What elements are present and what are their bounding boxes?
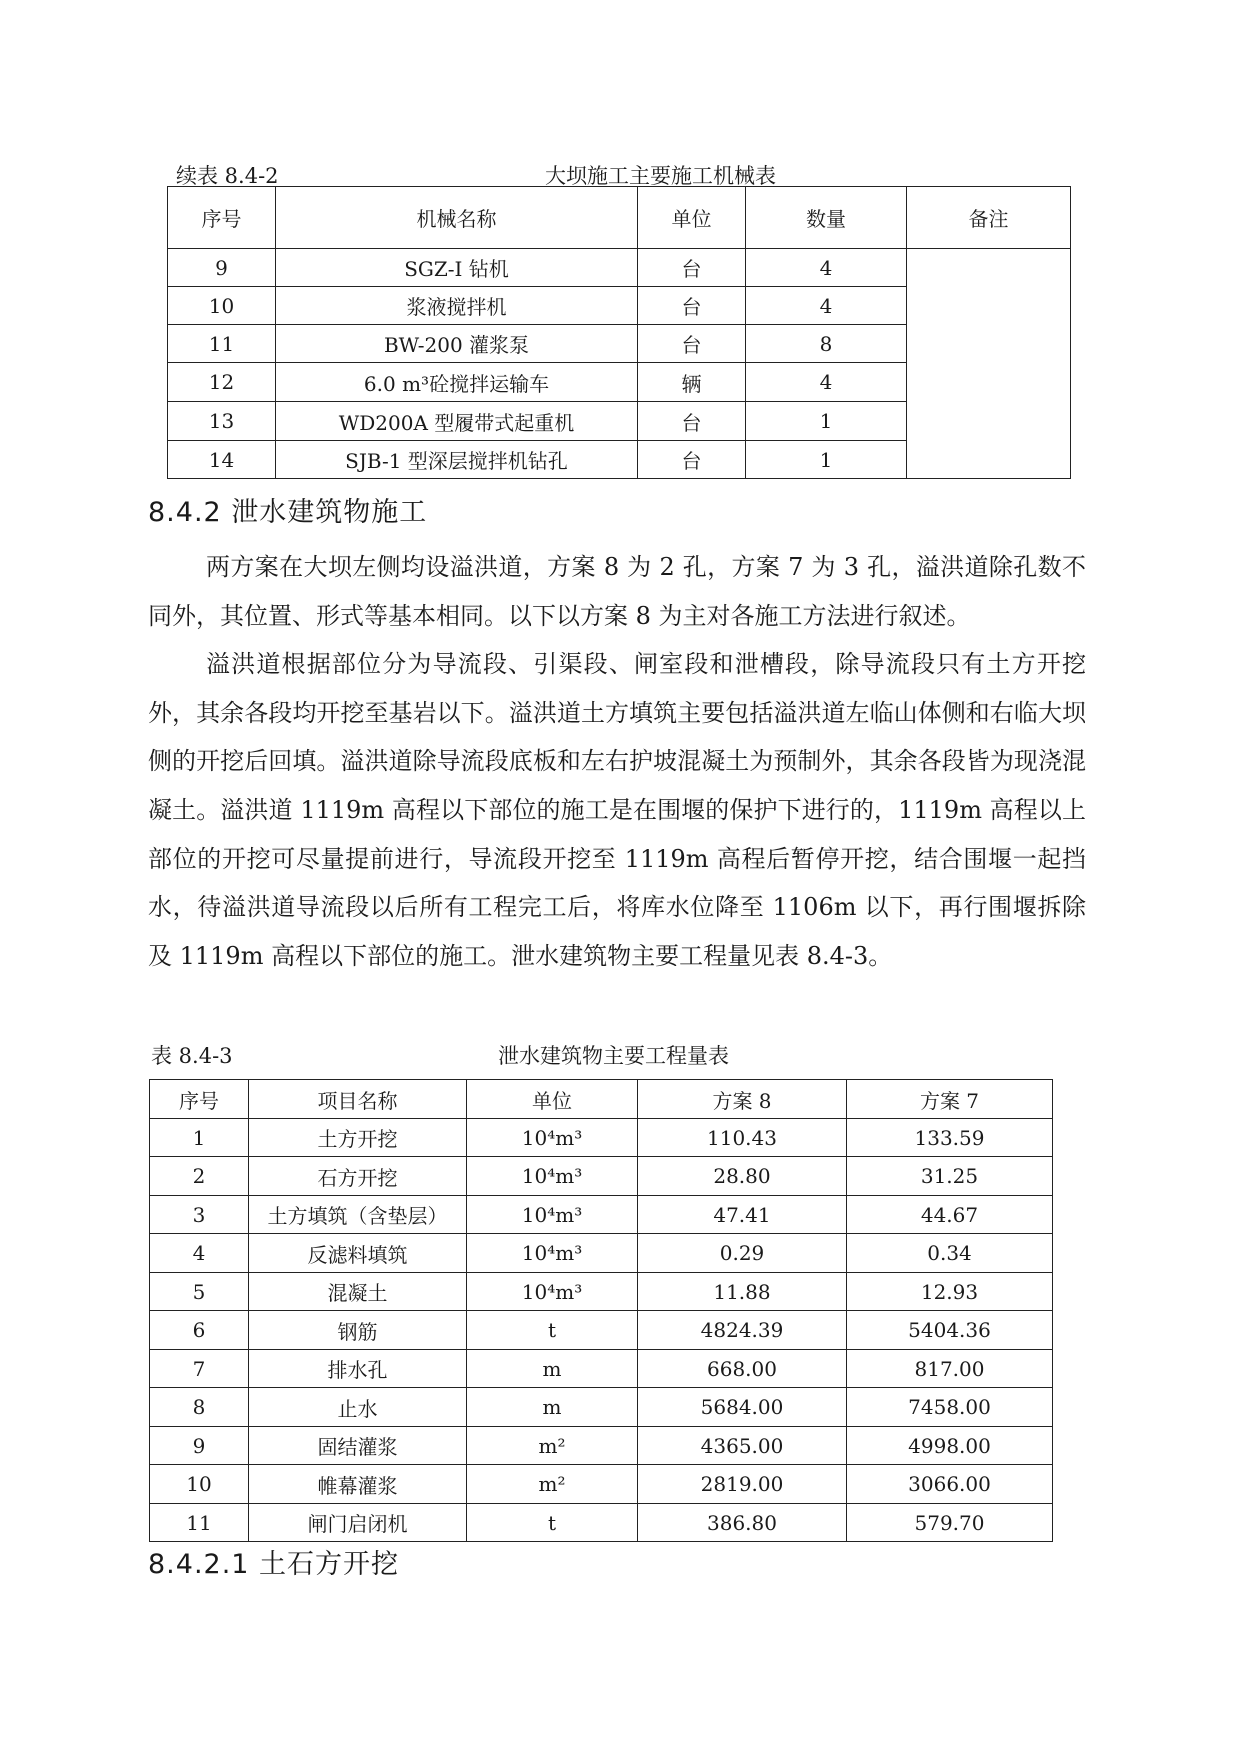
table-cell: 浆液搅拌机 [276, 287, 638, 325]
table-cell: 8 [746, 325, 907, 363]
subsection-heading: 8.4.2.1 土石方开挖 [148, 1549, 400, 1580]
table-cell: BW-200 灌浆泵 [276, 325, 638, 363]
table-cell: 混凝土 [249, 1273, 467, 1311]
table-row [150, 1388, 1053, 1427]
table2-caption-number: 表 8.4-3 [151, 1044, 233, 1068]
table-cell: 0.29 [638, 1234, 847, 1273]
table-cell: 3066.00 [847, 1465, 1053, 1504]
table-cell: 台 [638, 325, 746, 363]
table-cell: 8 [150, 1388, 249, 1427]
header-cell: 序号 [168, 187, 276, 249]
table-cell: 4998.00 [847, 1427, 1053, 1465]
table-cell: 7458.00 [847, 1388, 1053, 1427]
table-cell: 11 [168, 325, 276, 363]
table-row [150, 1465, 1053, 1504]
table-cell: 4 [746, 287, 907, 325]
table-cell: 台 [638, 249, 746, 287]
table-header-row [150, 1080, 1053, 1119]
table-cell: 5404.36 [847, 1311, 1053, 1350]
machinery-table [167, 186, 1071, 479]
header-cell: 序号 [150, 1080, 249, 1119]
table-cell: 止水 [249, 1388, 467, 1427]
paragraph: 溢洪道根据部位分为导流段、引渠段、闸室段和泄槽段，除导流段只有土方开挖外，其余各段均开挖至基岩以下。溢洪道土方填筑主要包括溢洪道左临山体侧和右临大坝侧的开挖后回填。溢洪道除导流段底板和左右护坡混凝土为预制外，其余各段皆为现浇混凝土。溢洪道 1119m 高程以下部位的施工是在围堰的保护下进行的，1119m 高程以上部位的开挖可尽量提前进行，导流段开挖至 1119m 高程后暂停开挖，结合围堰一起挡水，待溢洪道导流段以后所有工程完工后，将库水位降至 1106m 以下，再行围堰拆除及 1119m 高程以下部位的施工。泄水建筑物主要工程量见表 8.4-3。 [148, 650, 1086, 970]
table-row [150, 1157, 1053, 1196]
table-cell: 10⁴m³ [467, 1157, 638, 1196]
table-cell: 579.70 [847, 1504, 1053, 1542]
table-row [150, 1311, 1053, 1350]
table-cell: 闸门启闭机 [249, 1504, 467, 1542]
table-cell: 反滤料填筑 [249, 1234, 467, 1273]
table-cell: WD200A 型履带式起重机 [276, 402, 638, 441]
table-cell: 668.00 [638, 1350, 847, 1388]
table-row [150, 1504, 1053, 1542]
table-cell: 10⁴m³ [467, 1234, 638, 1273]
table-cell: 2 [150, 1157, 249, 1196]
table-cell: 帷幕灌浆 [249, 1465, 467, 1504]
header-cell: 单位 [638, 187, 746, 249]
table-cell: 10⁴m³ [467, 1196, 638, 1234]
table-cell: 1 [150, 1119, 249, 1157]
table-cell: 2819.00 [638, 1465, 847, 1504]
table-cell: 钢筋 [249, 1311, 467, 1350]
header-cell: 机械名称 [276, 187, 638, 249]
table-cell: 12.93 [847, 1273, 1053, 1311]
table-cell: 9 [168, 249, 276, 287]
table-cell: 石方开挖 [249, 1157, 467, 1196]
header-cell: 项目名称 [249, 1080, 467, 1119]
table-cell: 110.43 [638, 1119, 847, 1157]
table-header-row [168, 187, 1071, 249]
table-cell: 1 [746, 402, 907, 441]
table-cell: 4 [746, 363, 907, 402]
table-cell: 0.34 [847, 1234, 1053, 1273]
table-cell: 11.88 [638, 1273, 847, 1311]
remarks-cell [907, 249, 1071, 479]
header-cell: 备注 [907, 187, 1071, 249]
table-cell: 5684.00 [638, 1388, 847, 1427]
table-cell: 4 [746, 249, 907, 287]
table-cell: 固结灌浆 [249, 1427, 467, 1465]
table-cell: 台 [638, 441, 746, 479]
table-cell: 台 [638, 402, 746, 441]
table-row [150, 1427, 1053, 1465]
table-row [150, 1119, 1053, 1157]
table1-caption-title: 大坝施工主要施工机械表 [545, 164, 776, 188]
table-row [150, 1234, 1053, 1273]
table-cell: 土方开挖 [249, 1119, 467, 1157]
table-row [150, 1196, 1053, 1234]
header-cell: 数量 [746, 187, 907, 249]
table1-caption-number: 续表 8.4-2 [176, 164, 279, 188]
quantities-table [149, 1079, 1053, 1542]
table-cell: 13 [168, 402, 276, 441]
body-text [148, 543, 1086, 980]
table-cell: SGZ-I 钻机 [276, 249, 638, 287]
table-cell: 10⁴m³ [467, 1273, 638, 1311]
table-cell: 3 [150, 1196, 249, 1234]
table-cell: t [467, 1311, 638, 1350]
table-cell: 11 [150, 1504, 249, 1542]
table-cell: t [467, 1504, 638, 1542]
table-cell: 386.80 [638, 1504, 847, 1542]
table-cell: 7 [150, 1350, 249, 1388]
table-cell: m² [467, 1427, 638, 1465]
table-cell: 28.80 [638, 1157, 847, 1196]
table-row [168, 249, 1071, 287]
table-cell: m [467, 1350, 638, 1388]
table-row [150, 1273, 1053, 1311]
table-cell: 10 [150, 1465, 249, 1504]
table-cell: m² [467, 1465, 638, 1504]
table-cell: 排水孔 [249, 1350, 467, 1388]
header-cell: 单位 [467, 1080, 638, 1119]
table-cell: 44.67 [847, 1196, 1053, 1234]
table-cell: 辆 [638, 363, 746, 402]
table-cell: 14 [168, 441, 276, 479]
header-cell: 方案 7 [847, 1080, 1053, 1119]
table-cell: 4824.39 [638, 1311, 847, 1350]
table-cell: 1 [746, 441, 907, 479]
table-cell: 31.25 [847, 1157, 1053, 1196]
table-cell: 12 [168, 363, 276, 402]
table-cell: 6.0 m³砼搅拌运输车 [276, 363, 638, 402]
table2-caption-title: 泄水建筑物主要工程量表 [498, 1044, 729, 1068]
paragraph: 两方案在大坝左侧均设溢洪道，方案 8 为 2 孔，方案 7 为 3 孔，溢洪道除孔数不同外，其位置、形式等基本相同。以下以方案 8 为主对各施工方法进行叙述。 [148, 553, 1086, 630]
table-cell: 9 [150, 1427, 249, 1465]
table-cell: m [467, 1388, 638, 1427]
section-heading: 8.4.2 泄水建筑物施工 [148, 497, 428, 528]
table-row [150, 1350, 1053, 1388]
table-cell: 台 [638, 287, 746, 325]
table-cell: 土方填筑（含垫层） [249, 1196, 467, 1234]
table-cell: 817.00 [847, 1350, 1053, 1388]
table-cell: 10⁴m³ [467, 1119, 638, 1157]
table-cell: 4365.00 [638, 1427, 847, 1465]
table-cell: 47.41 [638, 1196, 847, 1234]
table-cell: 133.59 [847, 1119, 1053, 1157]
table-cell: 6 [150, 1311, 249, 1350]
header-cell: 方案 8 [638, 1080, 847, 1119]
table-cell: SJB-1 型深层搅拌机钻孔 [276, 441, 638, 479]
table-cell: 4 [150, 1234, 249, 1273]
table-cell: 5 [150, 1273, 249, 1311]
table-cell: 10 [168, 287, 276, 325]
